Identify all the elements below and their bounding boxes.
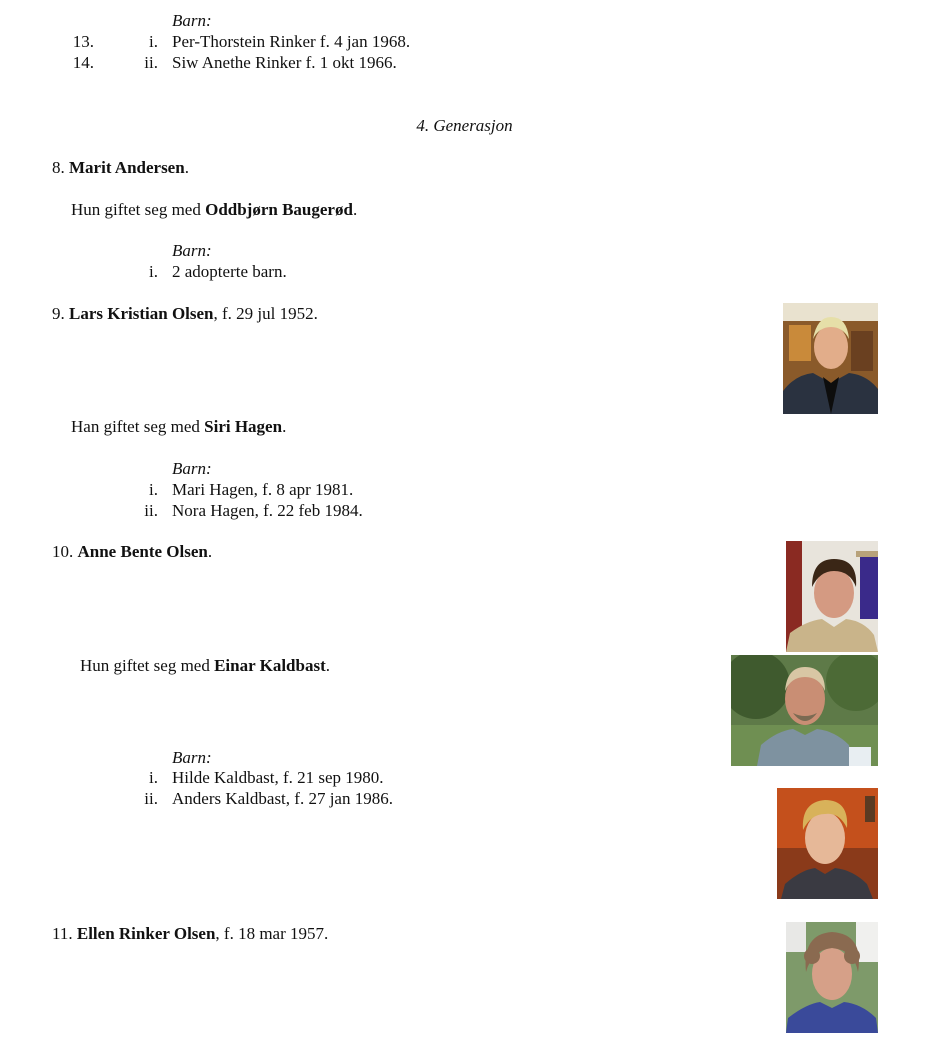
person-entry-11 <box>52 924 328 944</box>
children-heading: Barn: <box>172 459 212 478</box>
child-entry: Siw Anethe Rinker f. 1 okt 1966. <box>172 53 397 72</box>
child-roman-numeral: i. <box>149 32 158 51</box>
children-heading: Barn: <box>172 11 212 30</box>
child-entry: 2 adopterte barn. <box>172 262 287 281</box>
person-number: 13. <box>72 32 94 51</box>
child-entry: Nora Hagen, f. 22 feb 1984. <box>172 501 363 520</box>
child-roman-numeral: i. <box>149 768 158 787</box>
children-heading: Barn: <box>172 241 212 260</box>
marriage-suffix: . <box>352 200 358 219</box>
portrait-photo-lars <box>783 303 878 414</box>
portrait-photo-ellen <box>786 922 878 1033</box>
person-details: . <box>207 542 213 561</box>
child-entry: Per-Thorstein Rinker f. 4 jan 1968. <box>172 32 411 51</box>
child-entry: Mari Hagen, f. 8 apr 1981. <box>172 480 354 499</box>
child-roman-numeral: ii. <box>144 53 158 72</box>
child-entry: Anders Kaldbast, f. 27 jan 1986. <box>172 789 393 808</box>
child-entry: Hilde Kaldbast, f. 21 sep 1980. <box>172 768 384 787</box>
person-number: 9. <box>52 304 65 323</box>
person-entry-9 <box>52 304 318 324</box>
spouse-name: Oddbjørn Baugerød <box>205 200 353 219</box>
portrait-photo-anne-bente <box>786 541 878 652</box>
person-entry-8 <box>52 158 189 178</box>
marriage-prefix: Hun giftet seg med <box>80 656 215 675</box>
person-details: . <box>184 158 189 177</box>
child-roman-numeral: ii. <box>144 501 158 520</box>
person-number: 14. <box>72 53 94 72</box>
marriage-suffix: . <box>282 417 287 436</box>
generation-title: 4. Generasjon <box>416 116 513 135</box>
child-roman-numeral: ii. <box>144 789 158 808</box>
person-name: Lars Kristian Olsen <box>69 304 214 323</box>
marriage-prefix: Hun giftet seg med <box>71 200 206 219</box>
person-name: Marit Andersen <box>69 158 185 177</box>
child-roman-numeral: i. <box>149 480 158 499</box>
marriage-suffix: . <box>325 656 330 675</box>
marriage-prefix: Han giftet seg med <box>71 417 205 436</box>
person-name: Ellen Rinker Olsen <box>76 924 216 943</box>
person-number: 10. <box>52 542 74 561</box>
person-name: Anne Bente Olsen <box>77 542 208 561</box>
child-roman-numeral: i. <box>149 262 158 281</box>
marriage-line <box>80 656 330 676</box>
person-details: , f. 18 mar 1957. <box>215 924 329 943</box>
person-entry-10 <box>52 542 212 562</box>
person-details: , f. 29 jul 1952. <box>213 304 318 323</box>
children-heading: Barn: <box>172 748 212 767</box>
person-number: 8. <box>52 158 65 177</box>
portrait-photo-einar <box>731 655 878 766</box>
spouse-name: Einar Kaldbast <box>214 656 326 675</box>
spouse-name: Siri Hagen <box>204 417 283 436</box>
marriage-line <box>71 417 286 437</box>
person-number: 11. <box>52 924 73 943</box>
portrait-photo-child <box>777 788 878 899</box>
marriage-line <box>71 200 357 220</box>
